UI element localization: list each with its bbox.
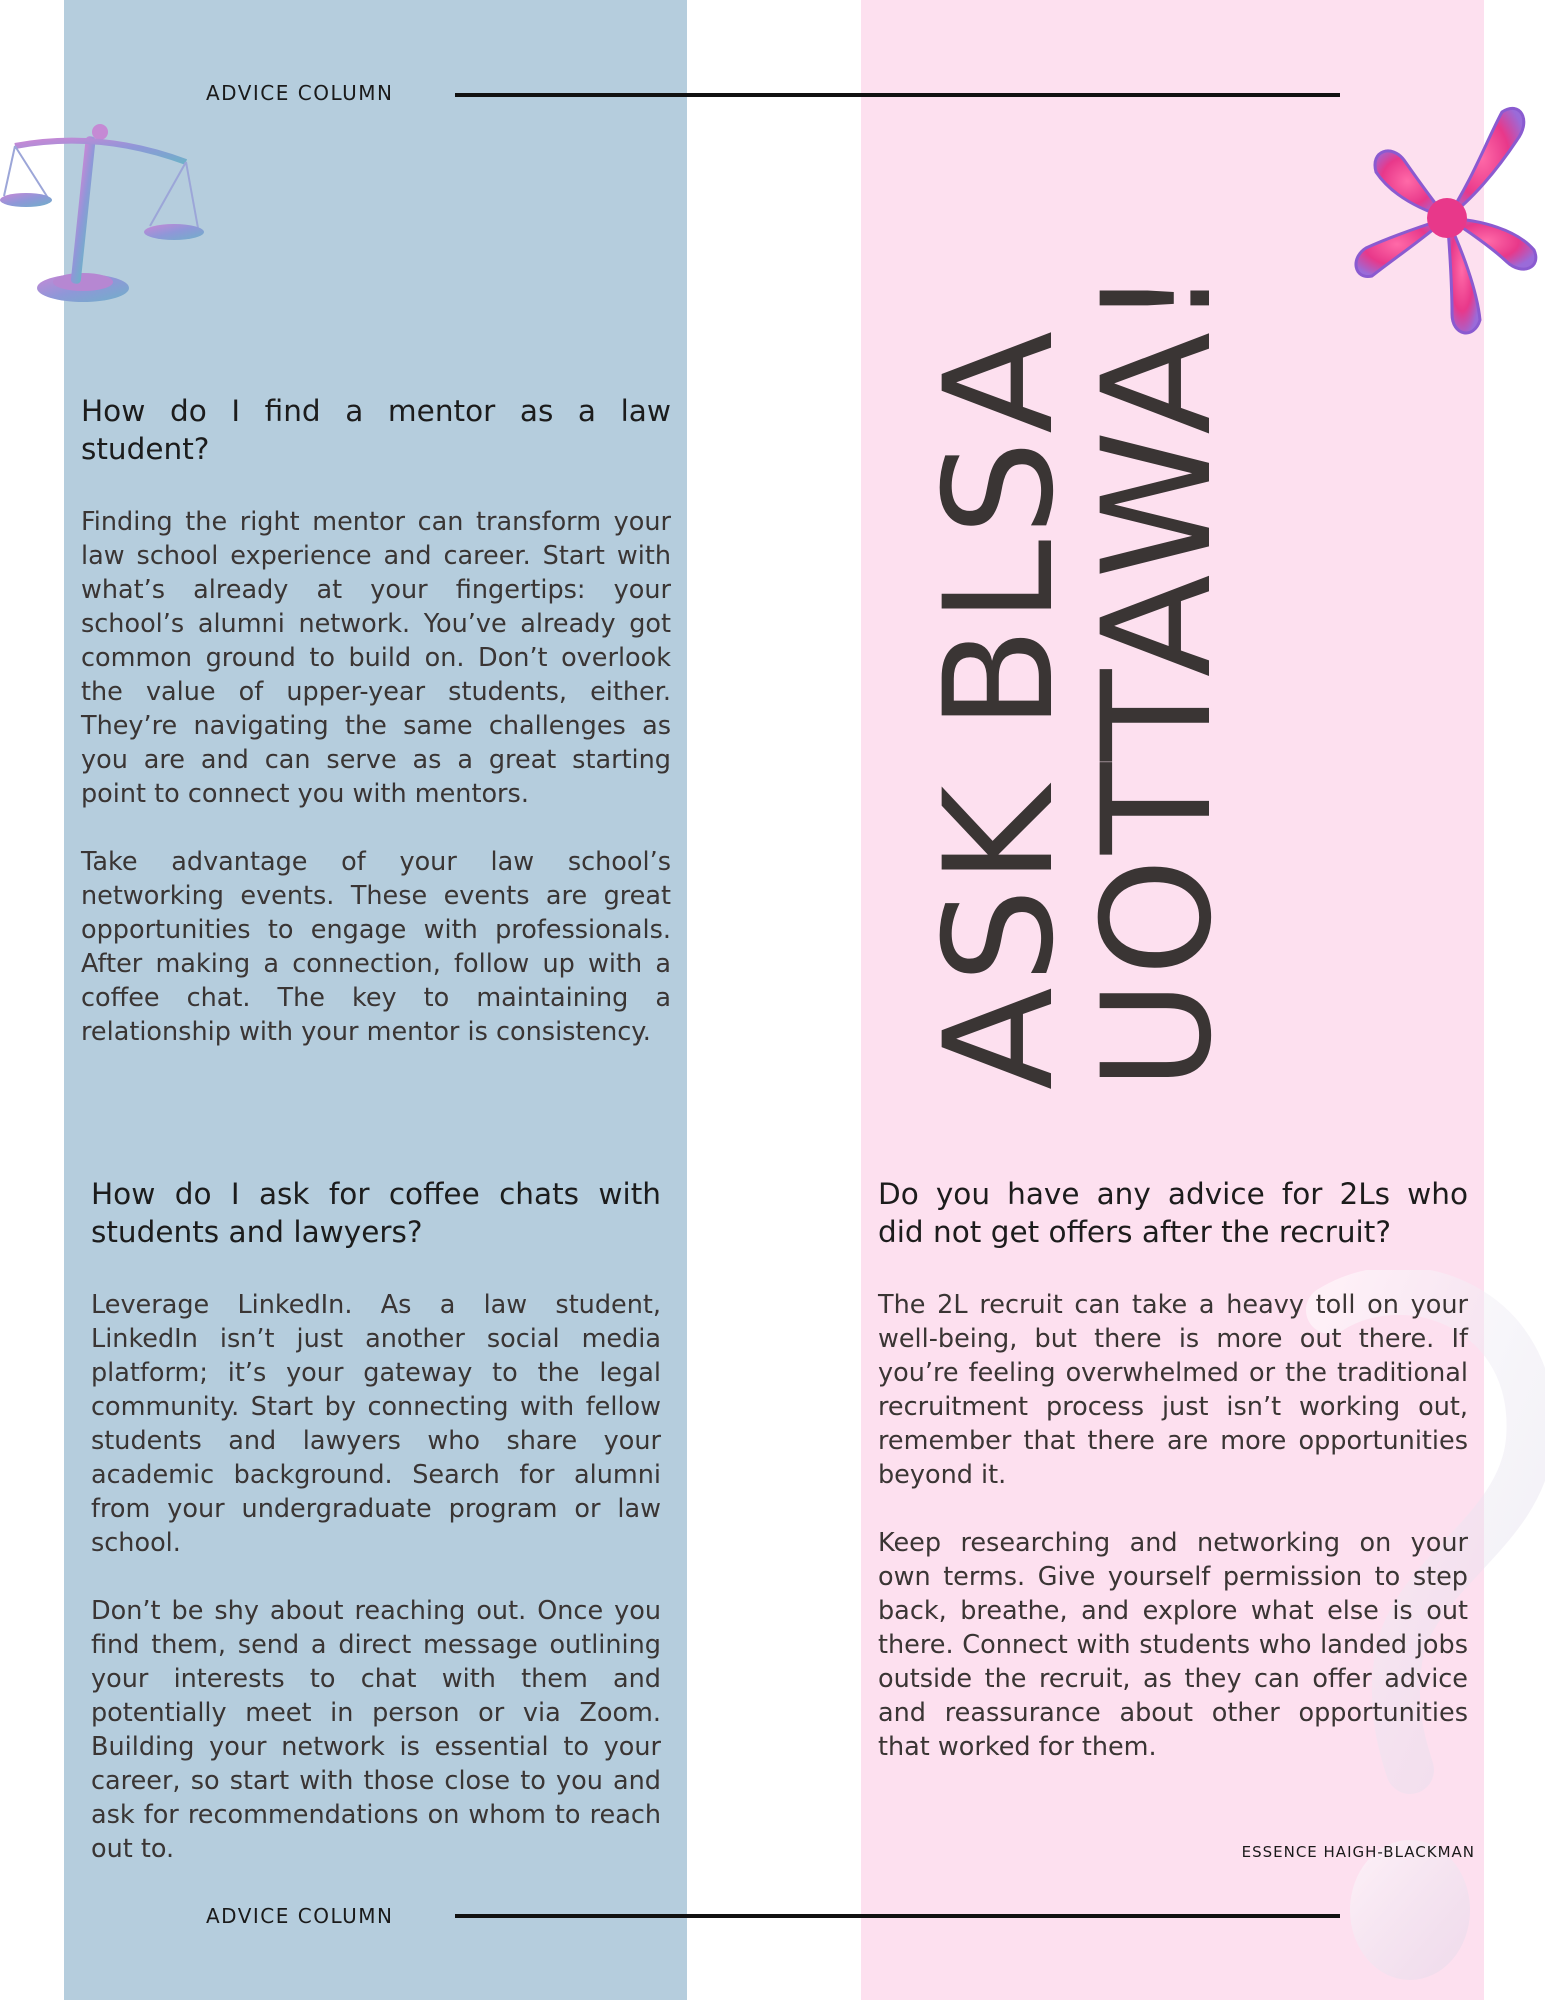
author-byline: ESSENCE HAIGH-BLACKMAN — [1241, 1843, 1475, 1861]
answer-1-paragraph-1: Finding the right mentor can transform your law school experience and career. Start with what’s already at your fingertips: your school’s alumni network. You’ve already got common ground to build on. Don’t overlook the value of upper-year students, either. They’re navigating the same challenges as you are and can serve as a great starting point to connect you with mentors. — [81, 507, 671, 809]
answer-3 — [878, 1288, 1468, 1764]
asterisk-3d-icon — [1352, 100, 1542, 340]
footer-rule — [455, 1914, 1340, 1918]
question-1: How do I find a mentor as a law student? — [81, 394, 671, 466]
answer-1 — [81, 505, 671, 1049]
answer-2-paragraph-1: Leverage LinkedIn. As a law student, LinkedIn isn’t just another social media platform; it’s your gateway to the legal community. Start by connecting with fellow students and lawyers who share your academic background. Search for alumni from your undergraduate program or law school. — [91, 1290, 661, 1558]
answer-3-paragraph-2: Keep researching and networking on your own terms. Give yourself permission to step back, breathe, and explore what else is out there. Connect with students who landed jobs outside the recruit, as they can offer advice and reassurance about other opportunities that worked for them. — [878, 1528, 1468, 1762]
header-rule — [455, 93, 1340, 97]
footer-label: ADVICE COLUMN — [206, 1904, 394, 1928]
answer-1-paragraph-2: Take advantage of your law school’s networking events. These events are great opportunities to engage with professionals. After making a connection, follow up with a coffee chat. The key to maintaining a relationship with your mentor is consistency. — [81, 847, 671, 1047]
header-label: ADVICE COLUMN — [206, 81, 394, 105]
answer-2 — [91, 1288, 661, 1866]
answer-3-paragraph-1: The 2L recruit can take a heavy toll on your well-being, but there is more out there. If you’re feeling overwhelmed or the traditional recruitment process just isn’t working out, remember that there are more opportunities beyond it. — [878, 1290, 1468, 1490]
answer-2-paragraph-2: Don’t be shy about reaching out. Once you find them, send a direct message outlining your interests to chat with them and potentially meet in person or via Zoom. Building your network is essential to your career, so start with those close to you and ask for recommendations on whom to reach out to. — [91, 1596, 661, 1864]
question-3: Do you have any advice for 2Ls who did not get offers after the recruit? — [878, 1177, 1468, 1249]
title-line-2: UOTTAWA! — [1071, 263, 1245, 1090]
scales-of-justice-icon — [0, 122, 210, 312]
question-2: How do I ask for coffee chats with students and lawyers? — [91, 1177, 661, 1249]
title-line-1: ASK BLSA — [913, 327, 1087, 1090]
